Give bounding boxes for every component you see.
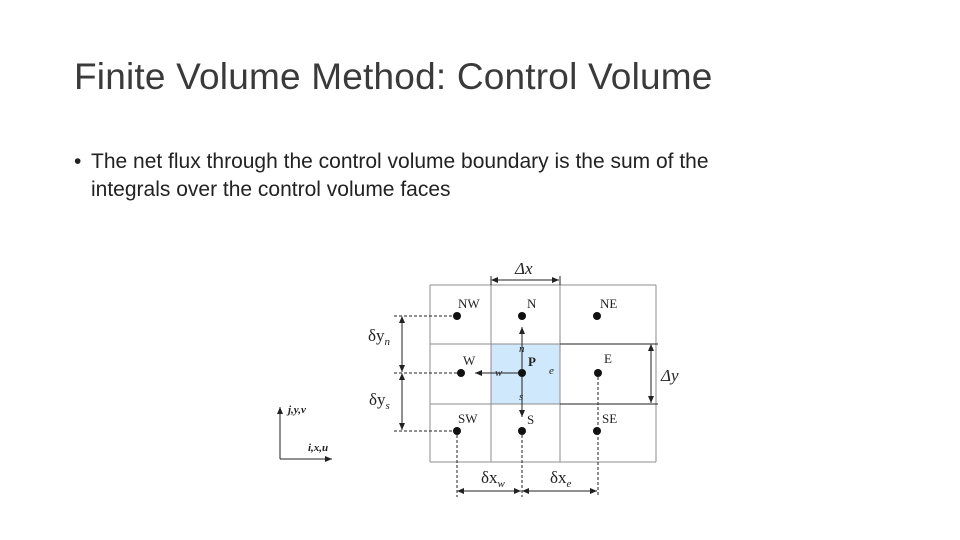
- node-e: [594, 369, 602, 377]
- dimension-label-dxe-sub: e: [566, 478, 572, 490]
- node-s: [518, 427, 526, 435]
- bullet-marker: •: [74, 150, 82, 173]
- bullet-item: [74, 148, 894, 204]
- node-label-s: S: [527, 412, 535, 427]
- dimension-label-dx: Δx: [515, 259, 533, 278]
- face-label-n: n: [519, 343, 525, 355]
- node-label-nw: NW: [458, 296, 480, 311]
- dimension-label-dxe: [550, 468, 572, 490]
- node-label-se: SE: [602, 411, 618, 426]
- face-label-w: w: [495, 367, 503, 379]
- node-label-w: W: [463, 353, 476, 368]
- face-label-s: s: [519, 391, 524, 403]
- node-ne: [593, 312, 601, 320]
- face-label-e: e: [549, 365, 554, 377]
- slide-title: Finite Volume Method: Control Volume: [74, 56, 713, 97]
- dimension-label-dyn: [368, 326, 391, 348]
- node-n: [518, 312, 526, 320]
- control-volume-diagram: [268, 255, 708, 505]
- node-nw: [453, 312, 461, 320]
- dimension-label-dys: [369, 390, 390, 412]
- bullet-list: [74, 148, 894, 204]
- bullet-text-line-2: integrals over the control volume faces: [91, 178, 451, 201]
- axis-label-horizontal: i,x,u: [308, 442, 329, 454]
- node-se: [593, 427, 601, 435]
- node-label-e: E: [604, 351, 612, 366]
- node-w: [457, 369, 465, 377]
- node-sw: [453, 427, 461, 435]
- dimension-label-dys-sub: s: [385, 400, 390, 412]
- dimension-label-dyn-sub: n: [384, 336, 391, 348]
- node-label-p: P: [528, 354, 536, 369]
- node-label-n: N: [527, 296, 537, 311]
- dimension-label-dxw-sub: w: [497, 478, 505, 490]
- node-p: [518, 369, 526, 377]
- dimension-label-dxw: [481, 468, 506, 490]
- dimension-label-dys-main: δy: [369, 390, 386, 409]
- node-label-sw: SW: [458, 411, 478, 426]
- dimension-label-dyn-main: δy: [368, 326, 385, 345]
- dimension-label-dy: Δy: [661, 366, 679, 385]
- dimension-label-dxe-main: δx: [550, 468, 567, 487]
- bullet-text-line-1: The net flux through the control volume boundary is the sum of the: [91, 150, 709, 173]
- axis-label-vertical: j,y,v: [288, 404, 306, 416]
- dimension-label-dxw-main: δx: [481, 468, 498, 487]
- dimension-dy-left: [394, 316, 457, 431]
- node-label-ne: NE: [600, 296, 618, 311]
